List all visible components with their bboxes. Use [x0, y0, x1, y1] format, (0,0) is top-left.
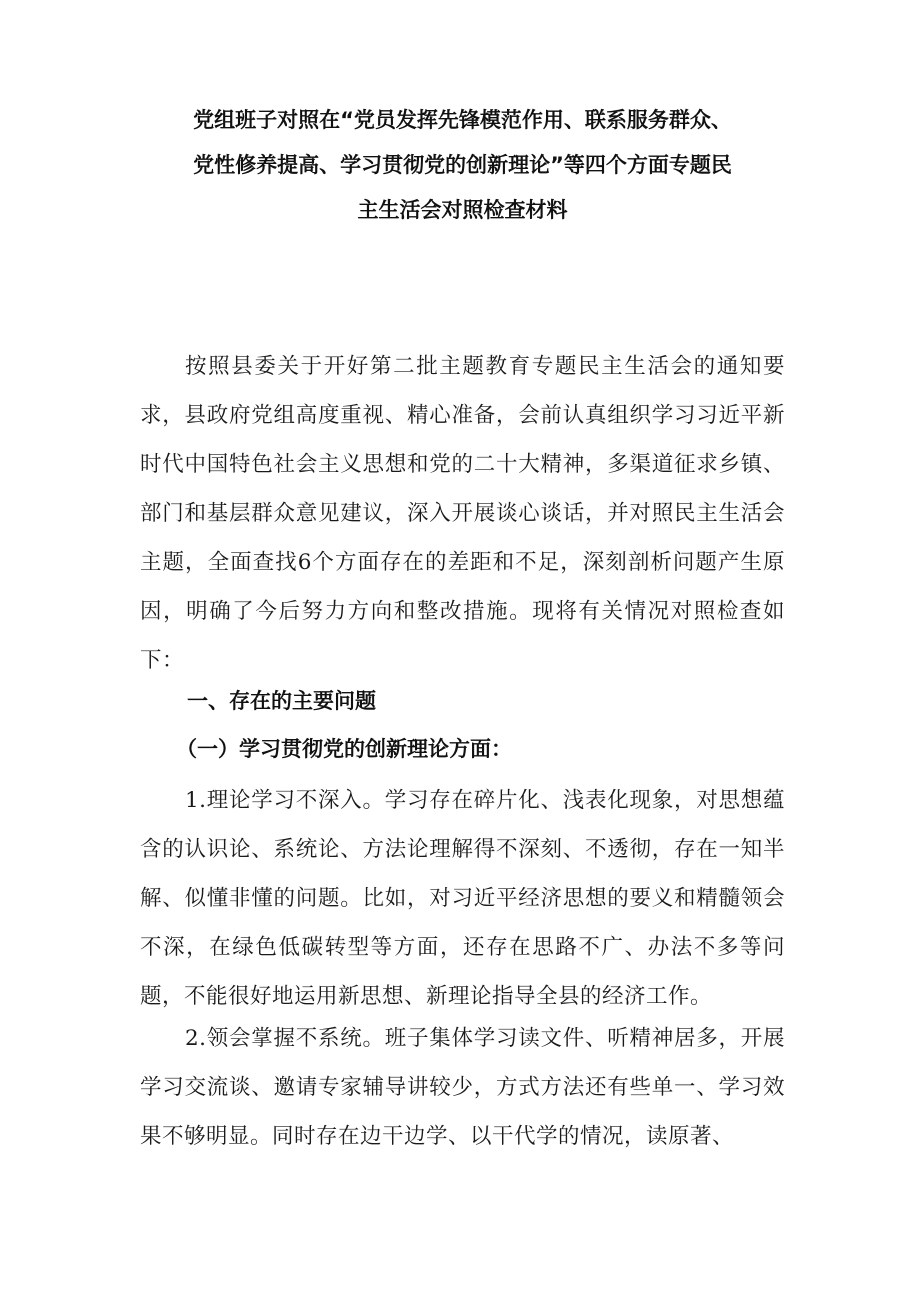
intro-paragraph: 按照县委关于开好第二批主题教育专题民主生活会的通知要求，县政府党组高度重视、精心准备，会前认真组织学习习近平新时代中国特色社会主义思想和党的二十大精神，多渠道征求乡镇、部门和基层群众意见建议，深入开展谈心谈话，并对照民主生活会主题，全面查找6个方面存在的差距和不足，深刻剖析问题产生原因，明确了今后努力方向和整改措施。现将有关情况对照检查如下：	[140, 354, 785, 673]
subsection-heading: （一）学习贯彻党的创新理论方面：	[176, 737, 512, 761]
title-line-1: 党组班子对照在“党员发挥先锋模范作用、联系服务群众、	[193, 108, 732, 132]
item-paragraph-2: 2.领会掌握不系统。班子集体学习读文件、听精神居多，开展学习交流谈、邀请专家辅导讲较少，方式方法还有些单一、学习效果不够明显。同时存在边干边学、以干代学的情况，读原著、	[140, 1026, 785, 1149]
section-heading: 一、存在的主要问题	[187, 689, 376, 713]
document-title	[140, 98, 785, 233]
title-line-2: 党性修养提高、学习贯彻党的创新理论”等四个方面专题民	[193, 153, 732, 177]
item-paragraph-1: 1.理论学习不深入。学习存在碎片化、浅表化现象，对思想蕴含的认识论、系统论、方法论理解得不深刻、不透彻，存在一知半解、似懂非懂的问题。比如，对习近平经济思想的要义和精髓领会不深，在绿色低碳转型等方面，还存在思路不广、办法不多等问题，不能很好地运用新思想、新理论指导全县的经济工作。	[140, 788, 785, 1009]
title-line-3: 主生活会对照检查材料	[357, 198, 568, 222]
